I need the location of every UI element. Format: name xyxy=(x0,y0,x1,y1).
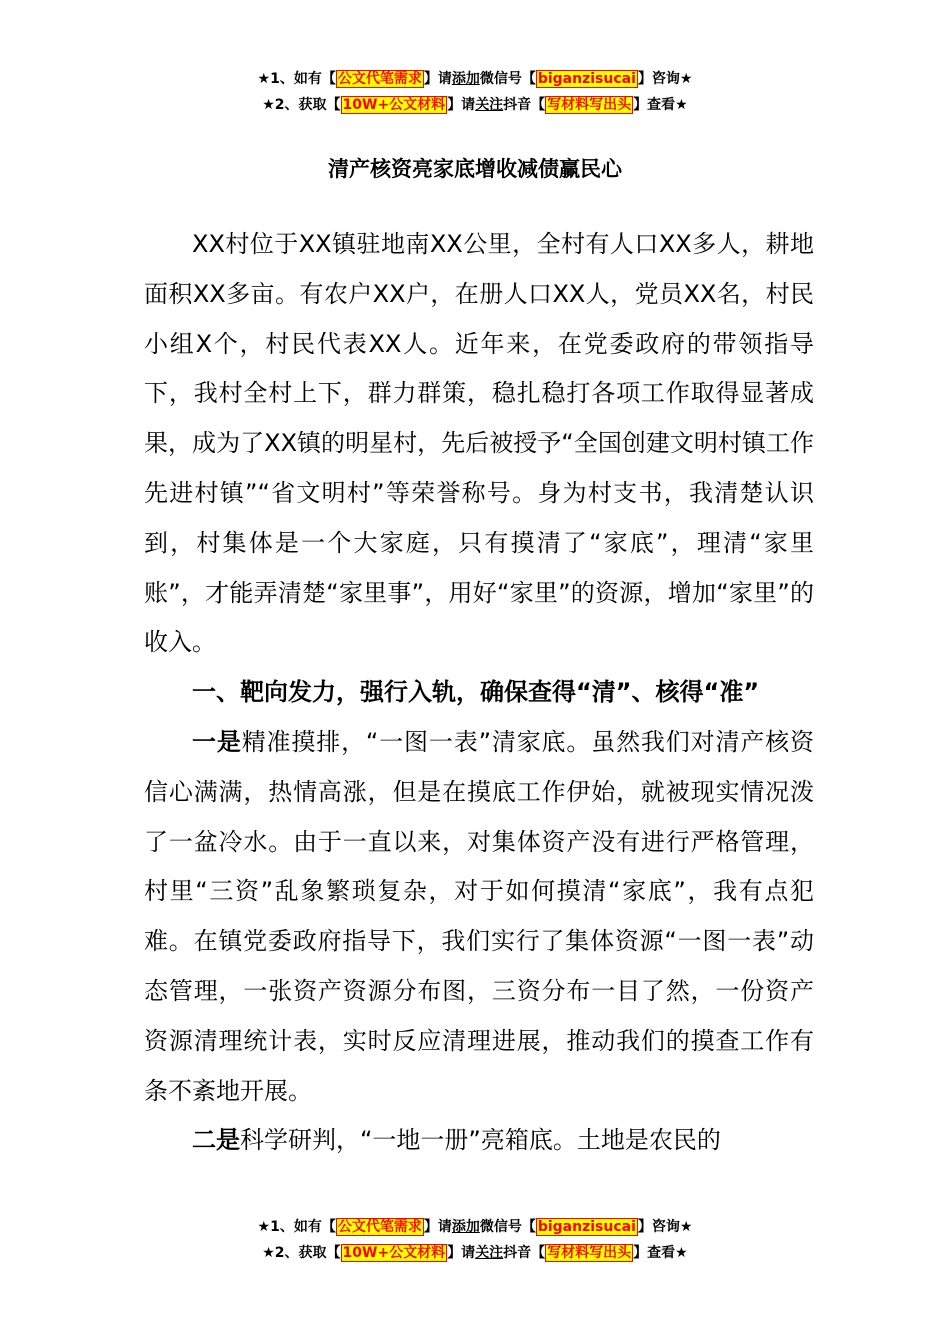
promo-text: 】查看★ xyxy=(633,97,688,113)
promo-text: ★1、如有【 xyxy=(257,71,336,87)
promo-highlight: 写材料写出头 xyxy=(547,97,632,113)
point-lead: 一是 xyxy=(192,727,242,756)
promo-highlight: 10W+公文材料 xyxy=(342,97,446,113)
promo-line-2 xyxy=(0,1240,950,1266)
promo-text: 】咨询★ xyxy=(637,71,693,87)
point-text: 精准摸排，“一图一表”清家底。虽然我们对清产核资信心满满，热情高涨，但是在摸底工作伊始，就被现实情况泼了一盆冷水。由于一直以来，对集体资产没有进行严格管理，村里“三资”乱象繁琐复杂，对于如何摸清“家底”，我有点犯难。在镇党委政府指导下，我们实行了集体资源“一图一表”动态管理，一张资产资源分布图，三资分布一目了然，一份资产资源清理统计表，实时反应清理进展，推动我们的摸查工作有条不紊地开展。 xyxy=(144,727,815,1105)
promo-text: ★2、获取【 xyxy=(262,1245,341,1261)
promo-highlight: biganzisucai xyxy=(537,71,636,87)
promo-highlight: 公文代笔需求 xyxy=(337,71,422,87)
promo-text: 微信号【 xyxy=(479,1219,536,1235)
promo-text: 】查看★ xyxy=(633,1245,688,1261)
point-text: 科学研判，“一地一册”亮箱底。土地是农民的 xyxy=(240,1126,721,1155)
promo-line-1 xyxy=(0,66,950,92)
promo-text: 抖音【 xyxy=(503,97,546,113)
promo-text: 】咨询★ xyxy=(637,1219,693,1235)
promo-text: 】请 xyxy=(447,1245,476,1261)
promo-text: 】请 xyxy=(423,1219,452,1235)
footer-promo-banner xyxy=(0,1214,950,1266)
promo-underline: 添加 xyxy=(451,1219,480,1235)
intro-paragraph: XX村位于XX镇驻地南XX公里，全村有人口XX多人，耕地面积XX多亩。有农户XX户，在册人口XX人，党员XX名，村民小组X个，村民代表XX人。近年来，在党委政府的带领指导下，我村全村上下，群力群策，稳扎稳打各项工作取得显著成果，成为了XX镇的明星村，先后被授予“全国创建文明村镇工作先进村镇”“省文明村”等荣誉称号。身为村支书，我清楚认识到，村集体是一个大家庭，只有摸清了“家底”，理清“家里账”，才能弄清楚“家里事”，用好“家里”的资源，增加“家里”的收入。 xyxy=(144,230,814,657)
promo-underline: 关注 xyxy=(475,97,504,113)
promo-underline: 关注 xyxy=(475,1245,504,1261)
promo-text: ★2、获取【 xyxy=(262,97,341,113)
promo-underline: 添加 xyxy=(451,71,480,87)
promo-text: 】请 xyxy=(423,71,452,87)
promo-text: 】请 xyxy=(447,97,476,113)
point-paragraph-1 xyxy=(144,718,814,1116)
promo-text: ★1、如有【 xyxy=(257,1219,336,1235)
promo-line-1 xyxy=(0,1214,950,1240)
document-title: 清产核资亮家底增收减债赢民心 xyxy=(328,157,622,181)
promo-text: 微信号【 xyxy=(479,71,536,87)
header-promo-banner xyxy=(0,66,950,118)
promo-highlight: 写材料写出头 xyxy=(547,1245,632,1261)
promo-highlight: 公文代笔需求 xyxy=(337,1219,422,1235)
promo-line-2 xyxy=(0,92,950,118)
point-paragraph-2 xyxy=(144,1116,814,1166)
document-body xyxy=(144,220,814,1166)
promo-text: 抖音【 xyxy=(503,1245,546,1261)
promo-highlight: 10W+公文材料 xyxy=(342,1245,446,1261)
section-heading: 一、靶向发力，强行入轨，确保查得“清”、核得“准” xyxy=(192,678,760,707)
promo-highlight: biganzisucai xyxy=(537,1219,636,1235)
point-lead: 二是 xyxy=(192,1126,240,1155)
